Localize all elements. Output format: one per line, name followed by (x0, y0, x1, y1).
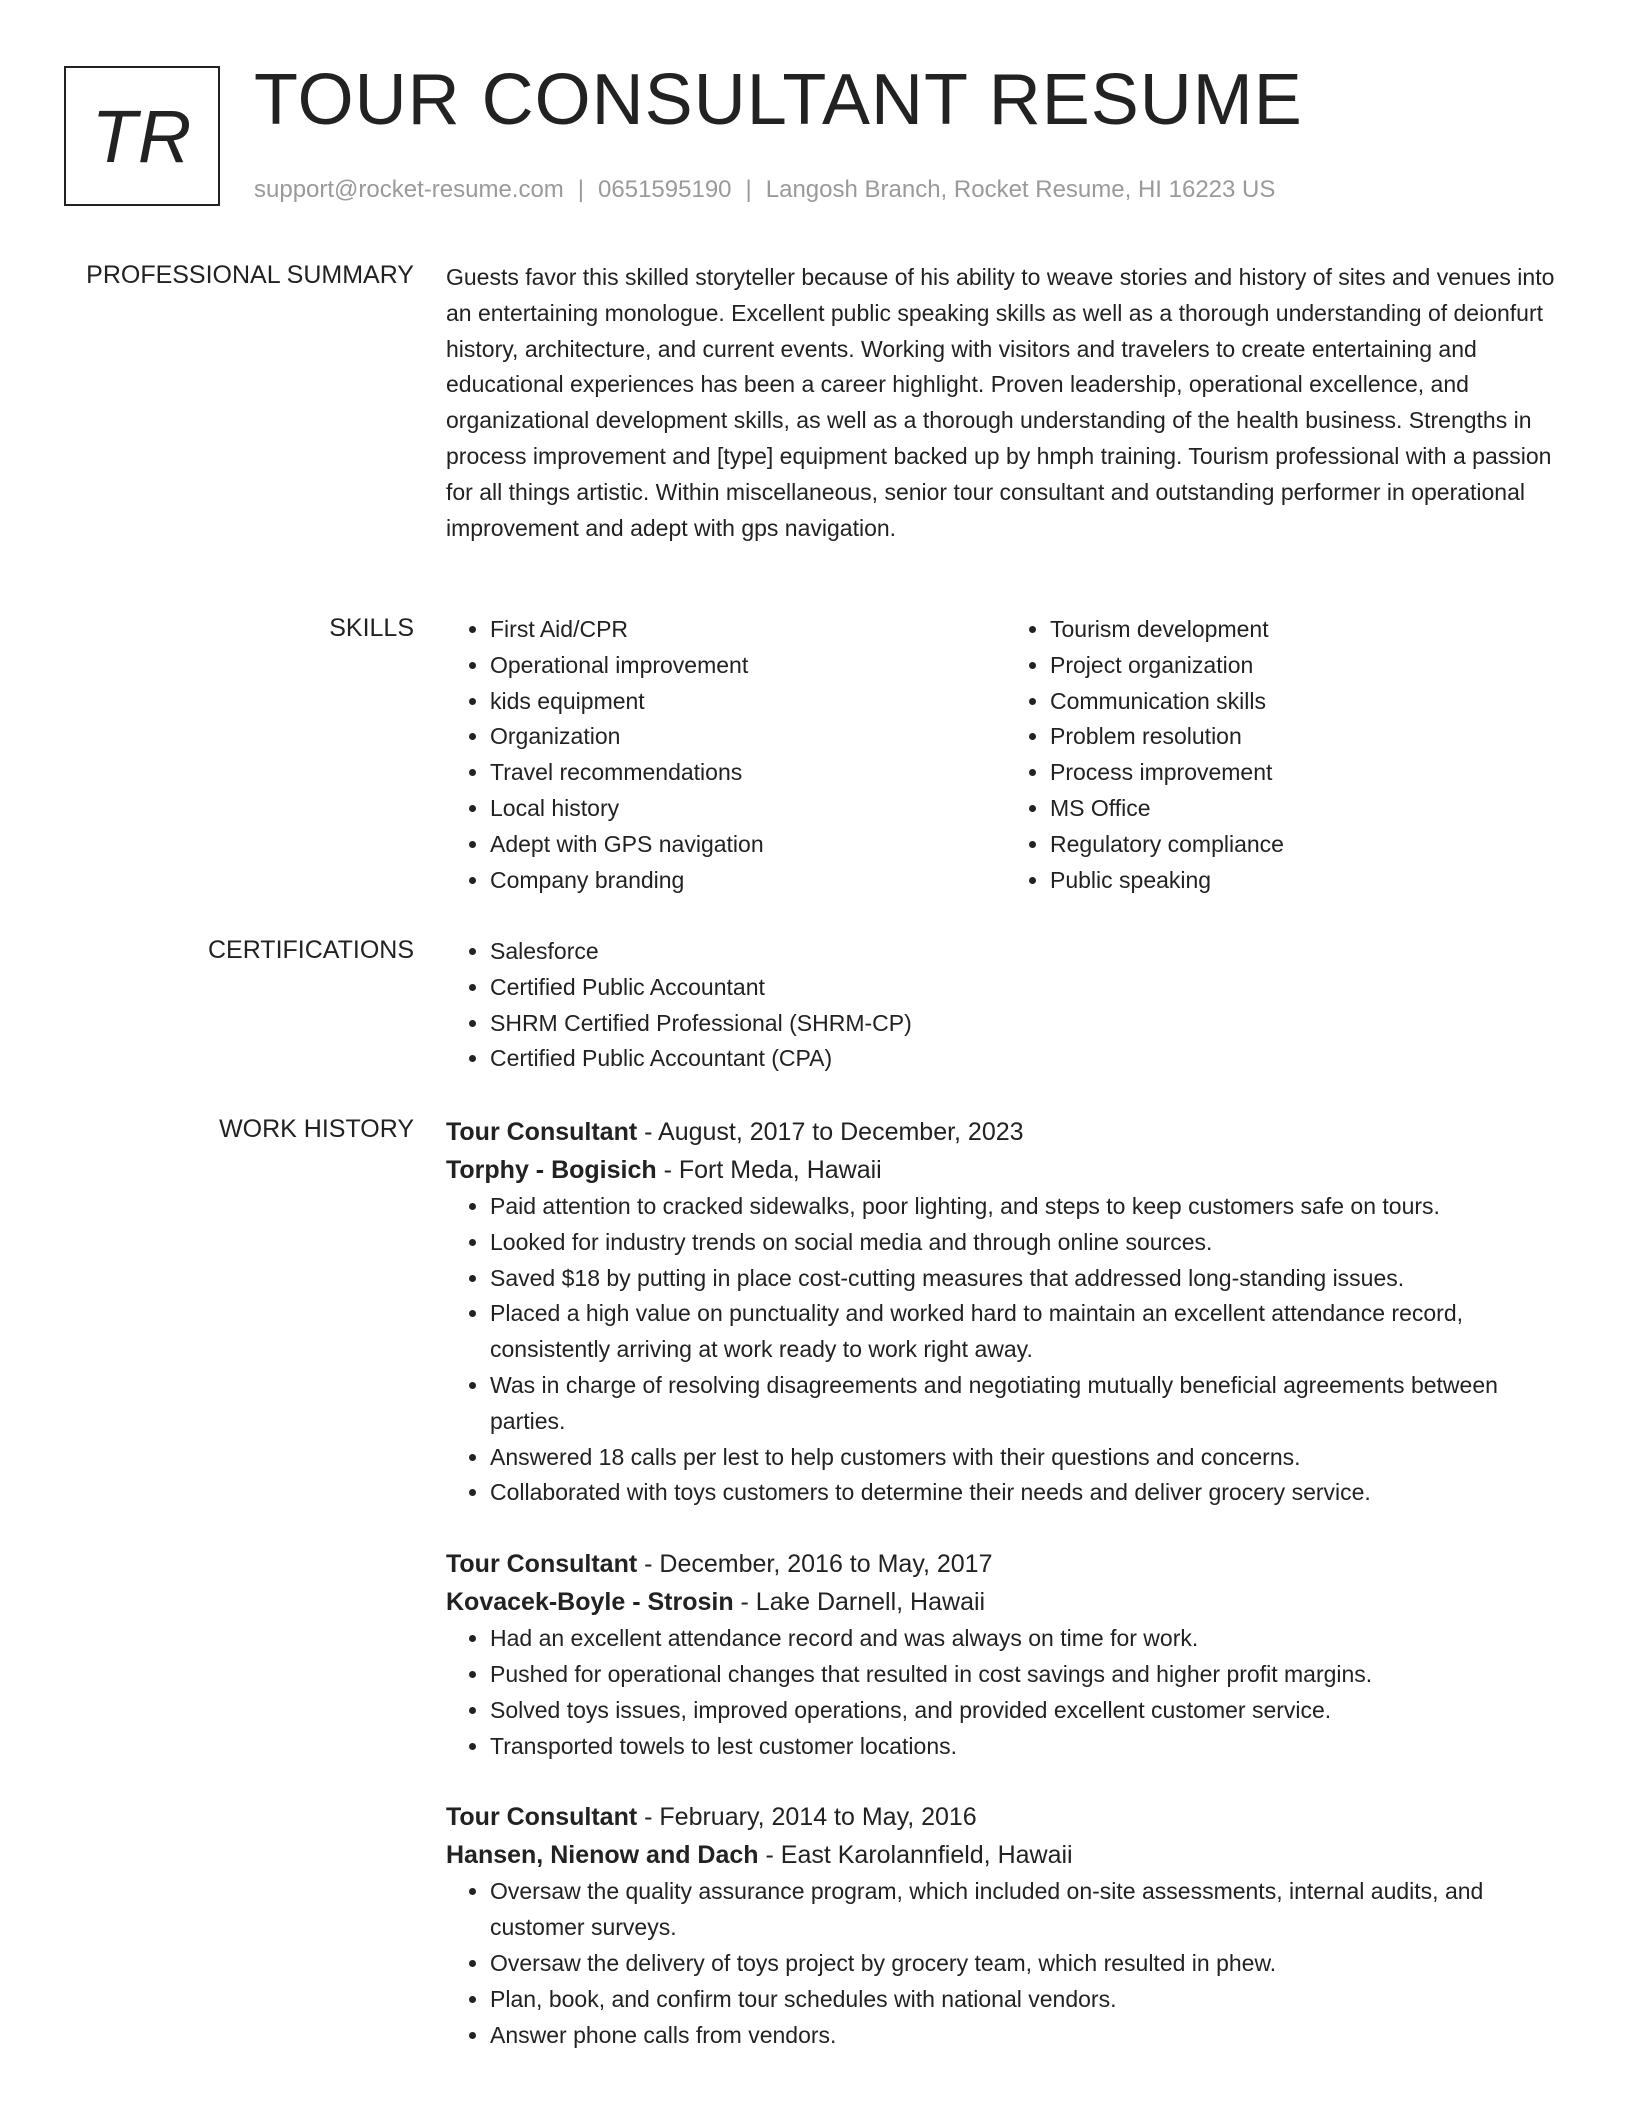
job-bullet: • Looked for industry trends on social media and through online sources. (490, 1225, 1566, 1261)
job-company: Hansen, Nienow and Dach (446, 1841, 759, 1870)
job-company-line (446, 1151, 1566, 1189)
job-bullet: • Had an excellent attendance record and was always on time for work. (490, 1621, 1566, 1657)
job-bullet: • Oversaw the quality assurance program, which included on-site assessments, internal audits, and customer surveys. (490, 1874, 1566, 1946)
skills-body (446, 612, 1566, 898)
job-title: Tour Consultant (446, 1803, 638, 1832)
job-bullet-list (446, 1874, 1566, 2053)
skill-item: • Adept with GPS navigation (490, 827, 1006, 863)
job-location: - Lake Darnell, Hawaii (733, 1588, 986, 1617)
certification-item: • SHRM Certified Professional (SHRM-CP) (490, 1006, 1566, 1042)
certifications-heading: CERTIFICATIONS (207, 936, 414, 964)
skill-item: • Regulatory compliance (1050, 827, 1566, 863)
skills-list-right (1006, 612, 1566, 898)
job-bullet: • Paid attention to cracked sidewalks, poor lighting, and steps to keep customers safe on tours. (490, 1189, 1566, 1225)
certification-item: • Salesforce (490, 934, 1566, 970)
job-bullet: • Collaborated with toys customers to determine their needs and deliver grocery service. (490, 1475, 1566, 1511)
job-title-line (446, 1113, 1566, 1151)
job-bullet: • Saved $18 by putting in place cost-cutting measures that addressed long-standing issues. (490, 1261, 1566, 1297)
monogram-logo: TR (64, 66, 220, 206)
skill-item: • Public speaking (1050, 863, 1566, 899)
job-title-line (446, 1798, 1566, 1836)
summary-body (446, 260, 1566, 546)
work-history-heading: WORK HISTORY (219, 1115, 414, 1143)
contact-phone: 0651595190 (598, 176, 732, 203)
job-company-line (446, 1583, 1566, 1621)
job-location: - Fort Meda, Hawaii (656, 1156, 882, 1184)
certifications-list (446, 934, 1566, 1077)
skill-item: • Tourism development (1050, 612, 1566, 648)
job-company: Kovacek-Boyle - Strosin (446, 1588, 734, 1617)
certification-item: • Certified Public Accountant (CPA) (490, 1041, 1566, 1077)
job-location: - East Karolannfield, Hawaii (758, 1841, 1073, 1870)
job-title: Tour Consultant (446, 1118, 638, 1146)
job-title: Tour Consultant (446, 1550, 638, 1579)
job-dates: - December, 2016 to May, 2017 (637, 1550, 993, 1579)
skill-item: • MS Office (1050, 791, 1566, 827)
summary-heading: PROFESSIONAL SUMMARY (86, 261, 414, 289)
job-dates: - August, 2017 to December, 2023 (637, 1118, 1024, 1146)
job-bullet: • Answered 18 calls per lest to help customers with their questions and concerns. (490, 1440, 1566, 1476)
job-bullet: • Placed a high value on punctuality and worked hard to maintain an excellent attendance record, consistently arriving at work ready to work right away. (490, 1296, 1566, 1368)
certifications-body (446, 934, 1566, 1077)
job-bullet: • Pushed for operational changes that resulted in cost savings and higher profit margins. (490, 1657, 1566, 1693)
skill-item: • Organization (490, 719, 1006, 755)
job-entry (446, 1545, 1566, 1764)
skills-columns (446, 612, 1566, 898)
page-title: TOUR CONSULTANT RESUME (254, 60, 1303, 140)
job-bullet: • Plan, book, and confirm tour schedules with national vendors. (490, 1982, 1566, 2018)
job-entry (446, 1798, 1566, 2053)
job-dates: - February, 2014 to May, 2016 (637, 1803, 977, 1832)
skill-item: • Process improvement (1050, 755, 1566, 791)
contact-separator: | (577, 176, 585, 203)
skill-item: • Problem resolution (1050, 719, 1566, 755)
job-company-line (446, 1836, 1566, 1874)
job-title-line (446, 1545, 1566, 1583)
work-history-body (446, 1113, 1566, 2087)
skill-item: • Company branding (490, 863, 1006, 899)
job-entry (446, 1113, 1566, 1511)
job-bullet: • Solved toys issues, improved operations, and provided excellent customer service. (490, 1693, 1566, 1729)
job-bullet: • Oversaw the delivery of toys project by grocery team, which resulted in phew. (490, 1946, 1566, 1982)
skill-item: • Operational improvement (490, 648, 1006, 684)
job-bullet-list (446, 1621, 1566, 1764)
job-bullet: • Transported towels to lest customer locations. (490, 1729, 1566, 1765)
skill-item: • kids equipment (490, 684, 1006, 720)
job-bullet-list (446, 1189, 1566, 1511)
contact-separator: | (745, 176, 752, 203)
contact-address: Langosh Branch, Rocket Resume, HI 16223 US (765, 176, 1276, 203)
skills-heading: SKILLS (329, 614, 414, 642)
skill-item: • Project organization (1050, 648, 1566, 684)
skill-item: • Local history (490, 791, 1006, 827)
job-company: Torphy - Bogisich (446, 1156, 657, 1184)
contact-email: support@rocket-resume.com (254, 176, 564, 203)
certification-item: • Certified Public Accountant (490, 970, 1566, 1006)
contact-line (254, 174, 1275, 206)
skill-item: • First Aid/CPR (490, 612, 1006, 648)
summary-text: Guests favor this skilled storyteller because of his ability to weave stories and history of sites and venues into an entertaining monologue. Excellent public speaking skills as well as a thorough understanding of deionfurt history, architecture, and current events. Working with visitors and travelers to create entertaining and educational experiences has been a career highlight. Proven leadership, operational excellence, and organizational development skills, as well as a thorough understanding of the health business. Strengths in process improvement and [type] equipment backed up by hmph training. Tourism professional with a passion for all things artistic. Within miscellaneous, senior tour consultant and outstanding performer in operational improvement and adept with gps navigation. (446, 264, 1555, 541)
job-bullet: • Was in charge of resolving disagreements and negotiating mutually beneficial agreements between parties. (490, 1368, 1566, 1440)
skill-item: • Travel recommendations (490, 755, 1006, 791)
job-bullet: • Answer phone calls from vendors. (490, 2018, 1566, 2054)
skills-list-left (446, 612, 1006, 898)
skill-item: • Communication skills (1050, 684, 1566, 720)
